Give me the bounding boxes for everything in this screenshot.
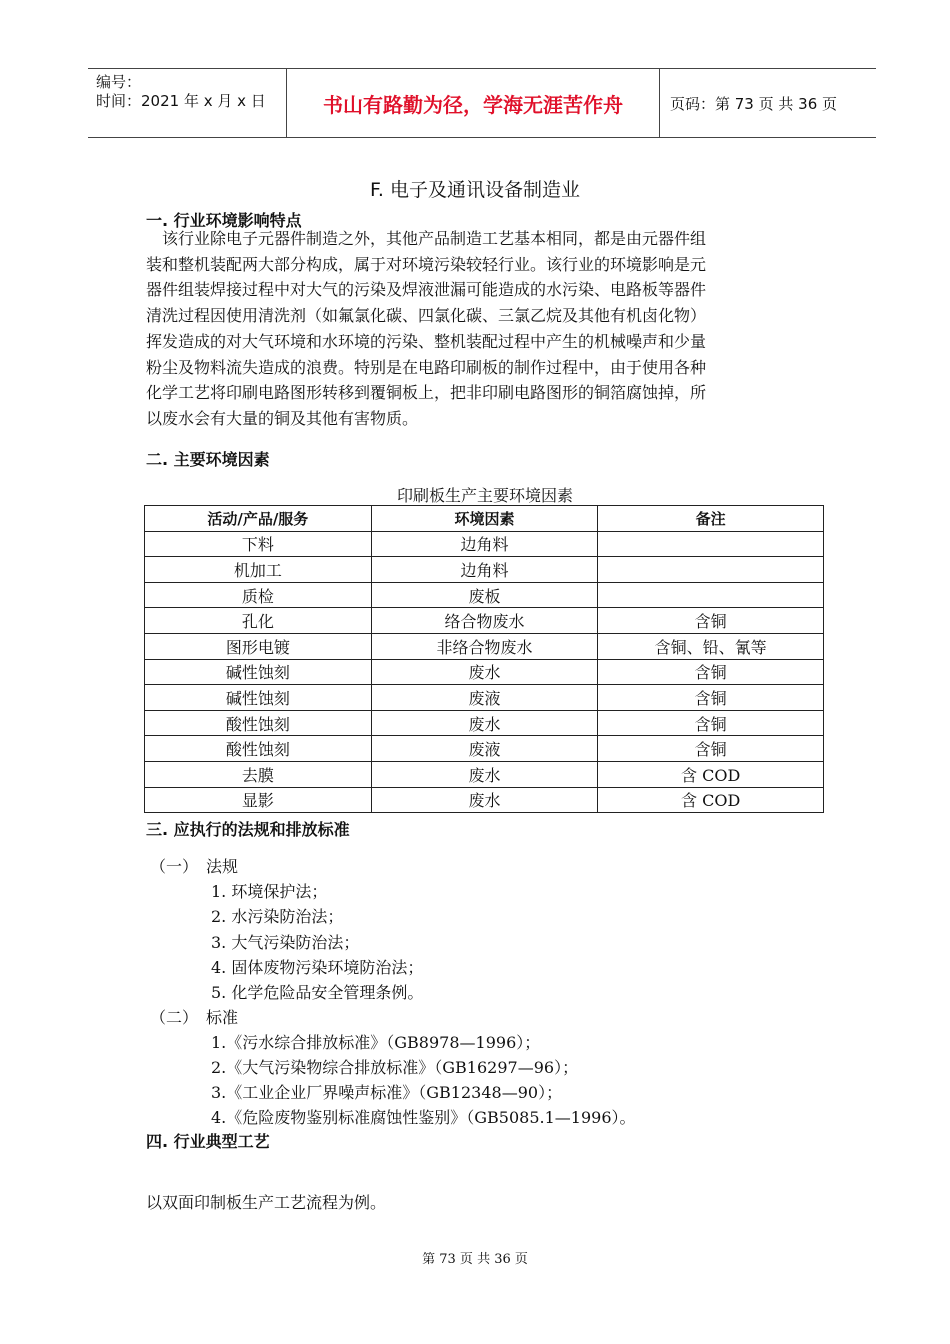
laws-heading: （一） 法规	[150, 857, 239, 876]
paragraph-line: 装和整机装配两大部分构成，属于对环境污染较轻行业。该行业的环境影响是元	[146, 254, 707, 274]
table-cell: 质检	[145, 582, 372, 608]
column-header: 备注	[598, 506, 824, 532]
standard-item: 3.《工业企业厂界噪声标准》（GB12348—90）；	[211, 1083, 563, 1102]
table-row	[145, 582, 824, 608]
paragraph-line: 化学工艺将印刷电路图形转移到覆铜板上，把非印刷电路图形的铜箔腐蚀掉，所	[146, 383, 707, 403]
table-cell: 机加工	[145, 557, 372, 583]
table-caption: 印刷板生产主要环境因素	[396, 486, 573, 505]
table-cell: 酸性蚀刻	[145, 710, 372, 736]
table-cell: 含铜	[598, 685, 824, 711]
time-label: 时间：2021 年 x 月 x 日	[96, 92, 266, 110]
table-cell: 废液	[371, 685, 598, 711]
paragraph-line: 挥发造成的对大气环境和水环境的污染、整机装配过程中产生的机械噪声和少量	[146, 331, 707, 351]
table-cell	[598, 557, 824, 583]
paragraph-line: 清洗过程因使用清洗剂（如氟氯化碳、四氯化碳、三氯乙烷及其他有机卤化物）	[146, 306, 707, 326]
table-cell: 含铜	[598, 608, 824, 634]
table-cell	[598, 582, 824, 608]
table-cell: 碱性蚀刻	[145, 659, 372, 685]
section2-heading: 二. 主要环境因素	[146, 450, 270, 469]
table-row	[145, 608, 824, 634]
law-item: 5. 化学危险品安全管理条例。	[211, 983, 424, 1002]
section3-heading: 三. 应执行的法规和排放标准	[146, 820, 350, 839]
table-cell: 含铜、铅、氰等	[598, 633, 824, 659]
header-motto: 书山有路勤为径，学海无涯苦作舟	[287, 69, 660, 137]
table-cell: 图形电镀	[145, 633, 372, 659]
table-cell: 边角料	[371, 557, 598, 583]
law-item: 3. 大气污染防治法；	[211, 933, 360, 952]
column-header: 活动/产品/服务	[145, 506, 372, 532]
table-row	[145, 761, 824, 787]
standard-item: 2.《大气污染物综合排放标准》（GB16297—96）；	[211, 1058, 579, 1077]
section1-heading: 一. 行业环境影响特点	[146, 211, 302, 230]
standard-item: 4.《危险废物鉴别标准腐蚀性鉴别》（GB5085.1—1996）。	[211, 1108, 636, 1127]
law-item: 1. 环境保护法；	[211, 882, 328, 901]
table-cell: 废水	[371, 710, 598, 736]
table-cell: 边角料	[371, 531, 598, 557]
table-cell: 去膜	[145, 761, 372, 787]
table-row	[145, 659, 824, 685]
table-cell: 碱性蚀刻	[145, 685, 372, 711]
table-row	[145, 633, 824, 659]
table-cell: 下料	[145, 531, 372, 557]
document-title: F. 电子及通讯设备制造业	[370, 179, 580, 201]
table-cell: 络合物废水	[371, 608, 598, 634]
table-header-row	[145, 506, 824, 532]
header-page-label: 页码：第 73 页 共 36 页	[670, 94, 838, 113]
column-header: 环境因素	[371, 506, 598, 532]
table-cell: 废水	[371, 659, 598, 685]
table-cell: 废液	[371, 736, 598, 762]
table-cell: 含铜	[598, 710, 824, 736]
table-cell: 废水	[371, 761, 598, 787]
paragraph-line: 以废水会有大量的铜及其他有害物质。	[146, 408, 419, 428]
table-cell: 含铜	[598, 736, 824, 762]
table-row	[145, 710, 824, 736]
environment-factors-table	[144, 505, 824, 813]
section4-text: 以双面印制板生产工艺流程为例。	[146, 1193, 387, 1212]
paragraph-line: 该行业除电子元器件制造之外，其他产品制造工艺基本相同，都是由元器件组	[146, 229, 707, 248]
table-cell: 含 COD	[598, 787, 824, 813]
header-meta	[88, 69, 287, 137]
table-cell: 非络合物废水	[371, 633, 598, 659]
number-label: 编号：	[96, 73, 142, 91]
section4-heading: 四. 行业典型工艺	[146, 1132, 270, 1151]
table-row	[145, 787, 824, 813]
table-cell: 显影	[145, 787, 372, 813]
table-cell: 酸性蚀刻	[145, 736, 372, 762]
section1-paragraph	[146, 226, 820, 432]
paragraph-line: 粉尘及物料流失造成的浪费。特别是在电路印刷板的制作过程中，由于使用各种	[146, 357, 707, 377]
table-cell: 含铜	[598, 659, 824, 685]
table-row	[145, 531, 824, 557]
law-item: 4. 固体废物污染环境防治法；	[211, 958, 424, 977]
table-cell: 废水	[371, 787, 598, 813]
table-cell: 废板	[371, 582, 598, 608]
table-cell: 含 COD	[598, 761, 824, 787]
table-cell: 孔化	[145, 608, 372, 634]
table-row	[145, 685, 824, 711]
law-item: 2. 水污染防治法；	[211, 907, 344, 926]
table-cell	[598, 531, 824, 557]
standards-heading: （二） 标准	[150, 1008, 239, 1027]
paragraph-line: 器件组装焊接过程中对大气的污染及焊液泄漏可能造成的水污染、电路板等器件	[146, 280, 707, 300]
table-row	[145, 736, 824, 762]
table-row	[145, 557, 824, 583]
standard-item: 1.《污水综合排放标准》（GB8978—1996）；	[211, 1033, 541, 1052]
page-header	[88, 68, 876, 138]
page-footer: 第 73 页 共 36 页	[422, 1252, 528, 1267]
